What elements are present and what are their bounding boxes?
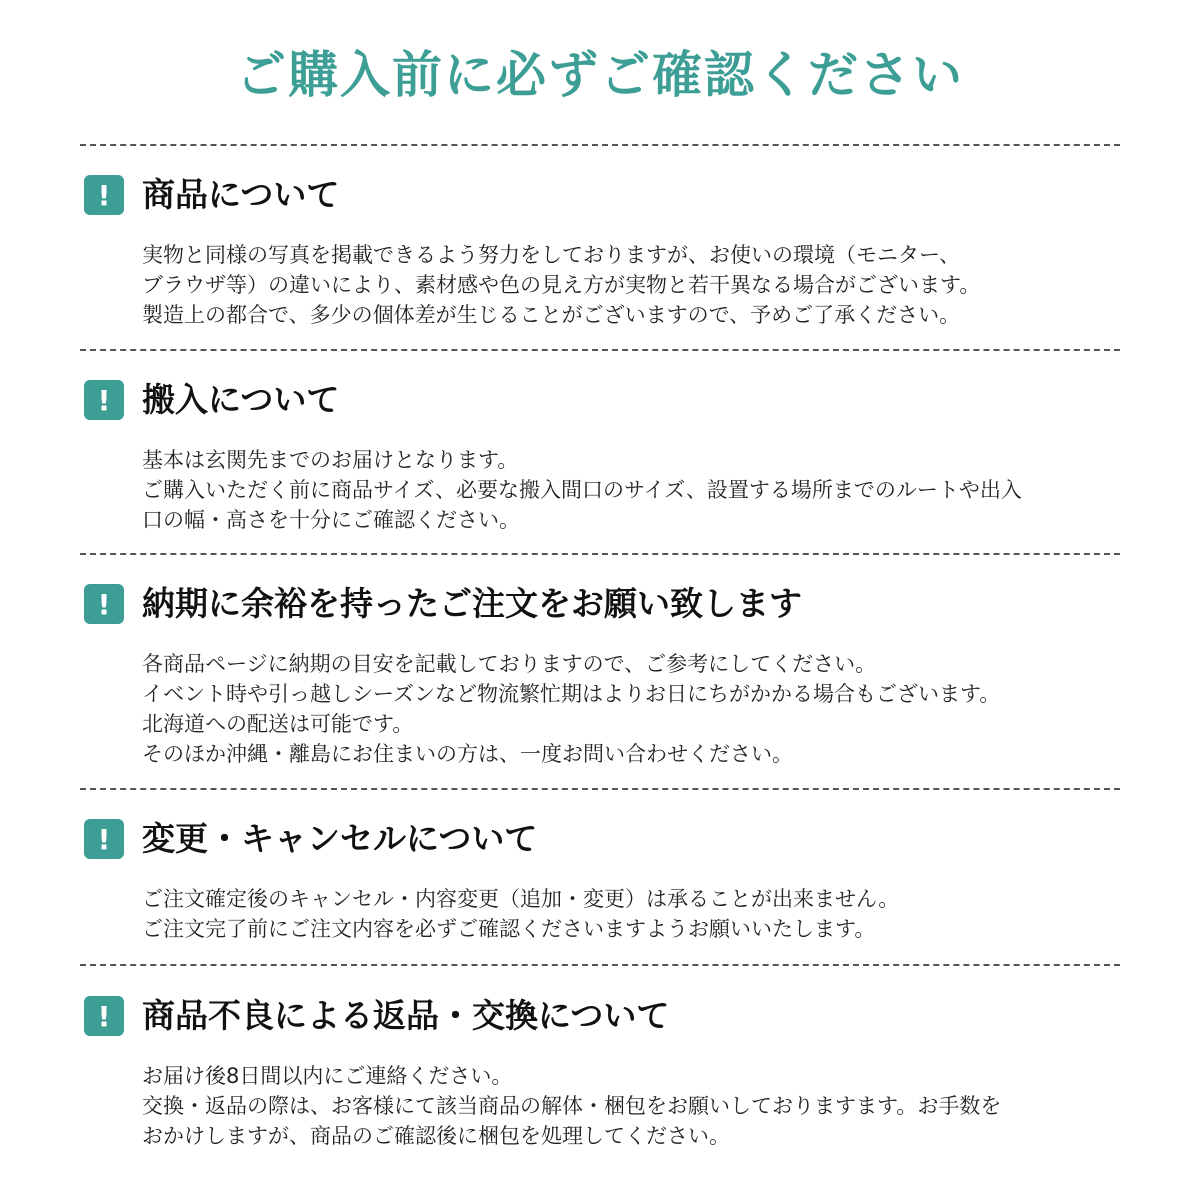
divider — [80, 349, 1120, 351]
body-line: 各商品ページに納期の目安を記載しておりますので、ご参考にしてください。 — [142, 652, 877, 676]
section-header — [84, 996, 1120, 1036]
section-product — [84, 175, 1120, 330]
section-header — [84, 175, 1120, 215]
section-body — [142, 649, 1120, 769]
section-returns — [84, 996, 1120, 1151]
section-body — [142, 1061, 1120, 1151]
exclamation-icon: ! — [84, 584, 124, 624]
section-title: 搬入について — [142, 380, 340, 419]
divider — [80, 964, 1120, 966]
section-title: 商品不良による返品・交換について — [142, 996, 670, 1035]
body-line: おかけしますが、商品のご確認後に梱包を処理してください。 — [142, 1124, 730, 1148]
exclamation-icon: ! — [84, 819, 124, 859]
section-header — [84, 584, 1120, 624]
body-line: 口の幅・高さを十分にご確認ください。 — [142, 508, 520, 532]
page-title: ご購入前に必ずご確認ください — [236, 46, 964, 104]
section-title: 商品について — [142, 175, 340, 214]
section-title: 納期に余裕を持ったご注文をお願い致します — [142, 584, 802, 623]
body-line: ご注文完了前にご注文内容を必ずご確認くださいますようお願いいたします。 — [142, 917, 876, 941]
section-cancellation — [84, 819, 1120, 944]
exclamation-icon: ! — [84, 175, 124, 215]
body-line: イベント時や引っ越しシーズンなど物流繁忙期はよりお日にちがかかる場合もございます。 — [142, 682, 1001, 706]
body-line: ご購入いただく前に商品サイズ、必要な搬入間口のサイズ、設置する場所までのルートや出入 — [142, 478, 1022, 502]
body-line: 基本は玄関先までのお届けとなります。 — [142, 448, 519, 472]
body-line: ブラウザ等）の違いにより、素材感や色の見え方が実物と若干異なる場合がございます。 — [142, 273, 981, 297]
section-title: 変更・キャンセルについて — [142, 819, 538, 858]
section-body — [142, 445, 1120, 535]
body-line: ご注文確定後のキャンセル・内容変更（追加・変更）は承ることが出来ません。 — [142, 887, 900, 911]
section-header — [84, 819, 1120, 859]
divider — [80, 788, 1120, 790]
body-line: そのほか沖縄・離島にお住まいの方は、一度お問い合わせください。 — [142, 742, 793, 766]
divider — [80, 144, 1120, 146]
section-header — [84, 380, 1120, 420]
section-body — [142, 240, 1120, 330]
exclamation-icon: ! — [84, 996, 124, 1036]
body-line: 実物と同様の写真を掲載できるよう努力をしておりますが、お使いの環境（モニター、 — [142, 243, 961, 267]
section-body — [142, 884, 1120, 944]
body-line: 交換・返品の際は、お客様にて該当商品の解体・梱包をお願いしておりますます。お手数を — [142, 1094, 1002, 1118]
divider — [80, 553, 1120, 555]
section-delivery — [84, 380, 1120, 535]
section-lead-time — [84, 584, 1120, 769]
body-line: お届け後8日間以内にご連絡ください。 — [142, 1064, 513, 1088]
exclamation-icon: ! — [84, 380, 124, 420]
body-line: 北海道への配送は可能です。 — [142, 712, 414, 736]
body-line: 製造上の都合で、多少の個体差が生じることがございますので、予めご了承ください。 — [142, 303, 961, 327]
